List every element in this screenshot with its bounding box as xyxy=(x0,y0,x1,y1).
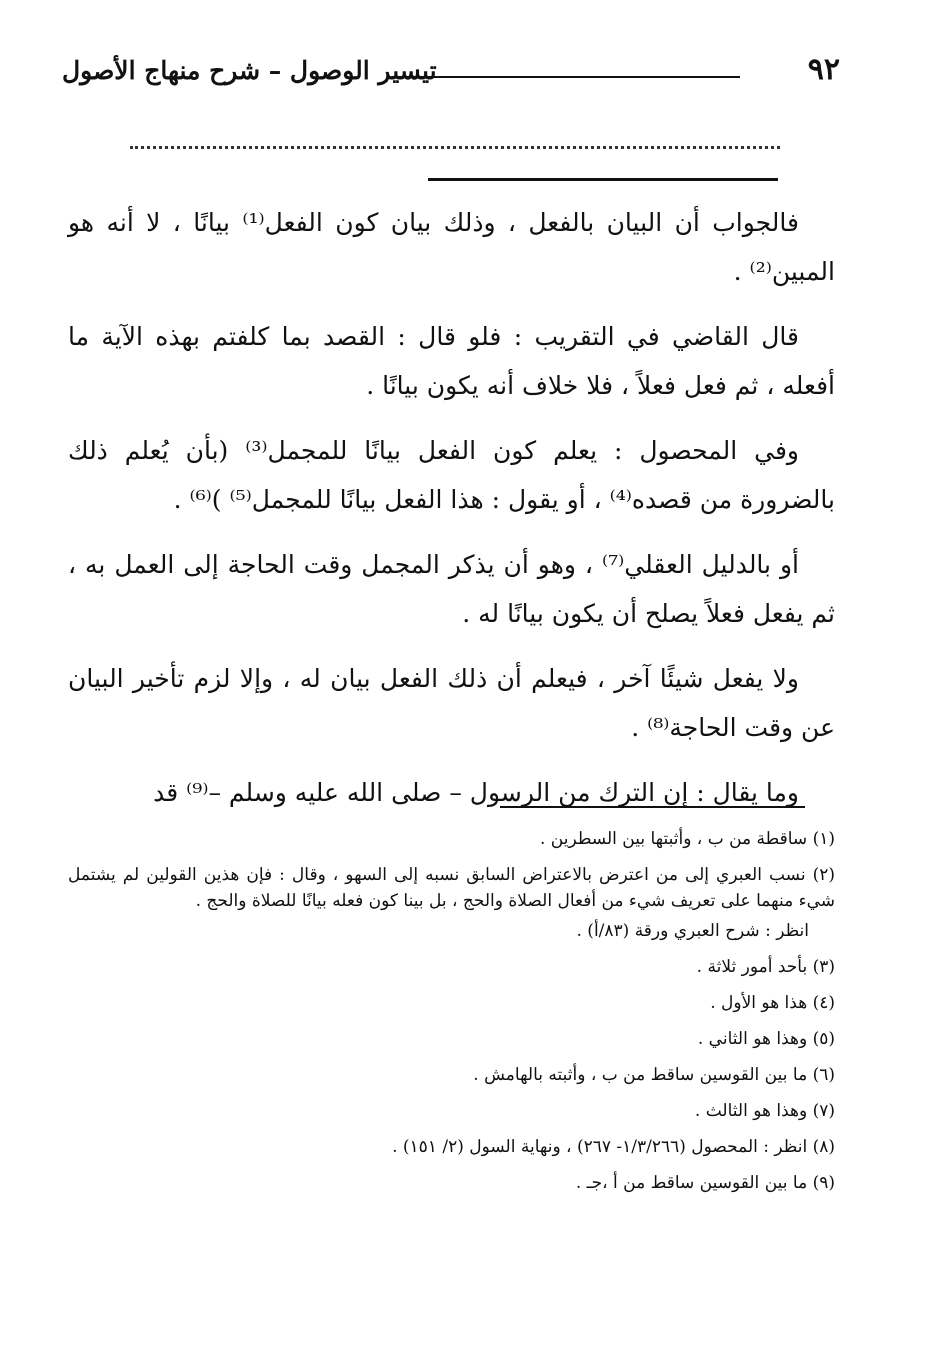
footnote: (٤) هذا هو الأول . xyxy=(710,993,835,1013)
footnotes xyxy=(68,826,835,1206)
paragraph: أو بالدليل العقلي⁽⁷⁾ ، وهو أن يذكر المجمل وقت الحاجة إلى العمل به ، ثم يفعل فعلاً يصلح أن يكون بيانًا له . xyxy=(68,550,835,628)
paragraph: وما يقال : إن الترك من الرسول – صلى الله عليه وسلم –⁽⁹⁾ قد xyxy=(153,778,799,807)
footnote: (٥) وهذا هو الثاني . xyxy=(697,1029,835,1049)
paragraph: ولا يفعل شيئًا آخر ، فيعلم أن ذلك الفعل بيان له ، وإلا لزم تأخير البيان عن وقت الحاجة⁽⁸⁾ . xyxy=(68,664,835,742)
header-rule xyxy=(392,76,740,78)
main-text xyxy=(68,198,835,833)
page-number: ٩٢ xyxy=(807,52,840,87)
footnote: (٩) ما بين القوسين ساقط من أ ،جـ . xyxy=(575,1173,835,1193)
paragraph: فالجواب أن البيان بالفعل ، وذلك بيان كون الفعل⁽¹⁾ بيانًا ، لا أنه هو المبين⁽²⁾ . xyxy=(68,208,835,286)
section-rule xyxy=(428,178,778,181)
paragraph: وفي المحصول : يعلم كون الفعل بيانًا للمجمل⁽³⁾ (بأن يُعلم ذلك بالضرورة من قصده⁽⁴⁾ ، أو يقول : هذا الفعل بيانًا للمجمل⁽⁵⁾ )⁽⁶⁾ . xyxy=(68,436,835,514)
paragraph: قال القاضي في التقريب : فلو قال : القصد بما كلفتم بهذه الآية ما أفعله ، ثم فعل فعلاً ، فلا خلاف أنه يكون بيانًا . xyxy=(68,322,835,400)
footnote: (٣) بأحد أمور ثلاثة . xyxy=(696,957,835,977)
page-header xyxy=(62,52,840,96)
footnote: (٧) وهذا هو الثالث . xyxy=(694,1101,835,1121)
footnote: (٢) نسب العبري إلى من اعترض بالاعتراض السابق نسبه إلى السهو ، وقال : فإن هذين القولين لم يشتمل شيء منهما على تعريف شيء من أفعال الصلاة والحج ، بل بينا كون فعله بيانًا للصلاة والحج . xyxy=(68,865,835,911)
footnote: (٨) انظر : المحصول (١/٣/٢٦٦- ٢٦٧) ، ونهاية السول (٢/ ١٥١) . xyxy=(392,1137,835,1157)
footnote-separator xyxy=(500,806,805,808)
omission-dotted-line xyxy=(130,146,780,149)
footnote: (٦) ما بين القوسين ساقط من ب ، وأثبته بالهامش . xyxy=(473,1065,835,1085)
footnote: (١) ساقطة من ب ، وأثبتها بين السطرين . xyxy=(539,829,835,849)
footnote-reference: انظر : شرح العبري ورقة (٨٣/أ) . xyxy=(576,921,809,941)
running-title: تيسير الوصول – شرح منهاج الأصول xyxy=(62,56,437,85)
